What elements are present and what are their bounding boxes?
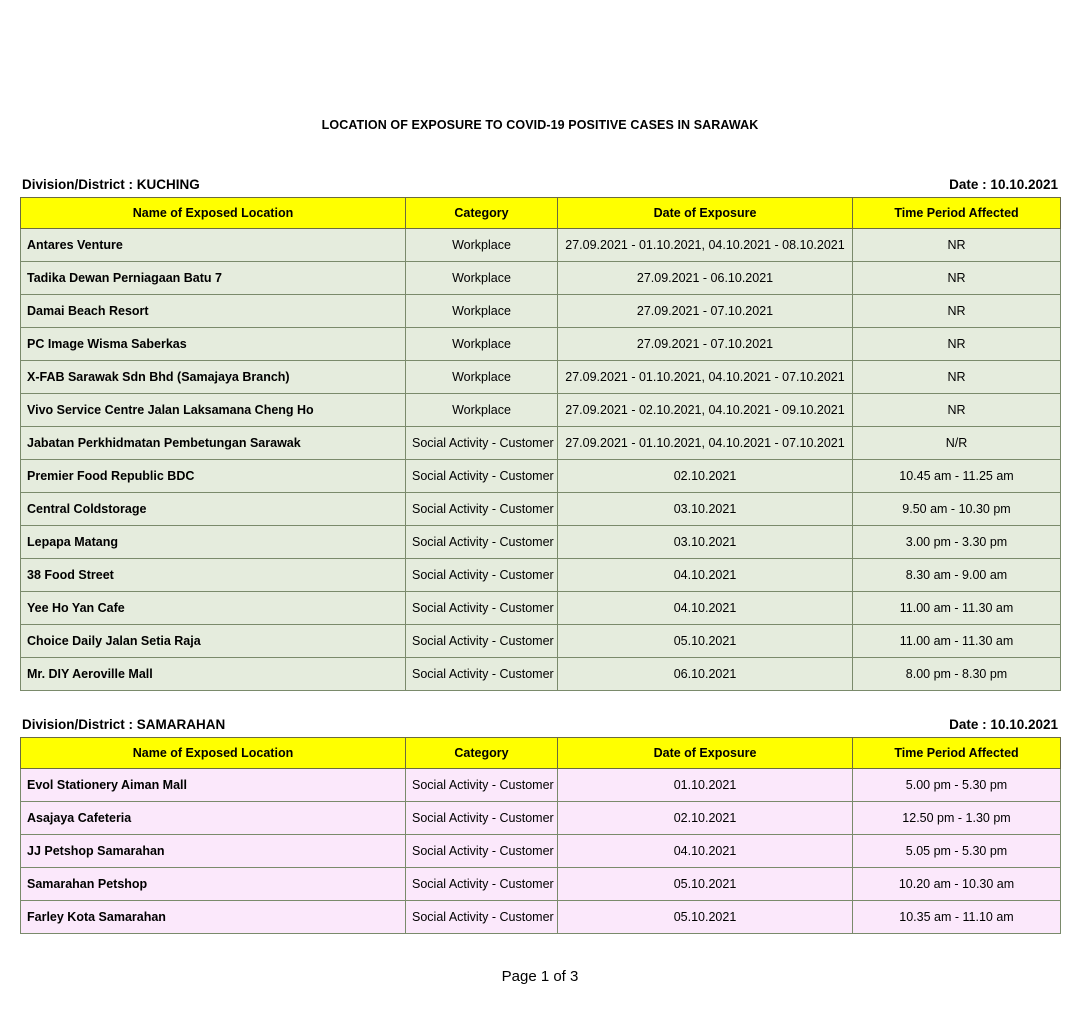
cell-category: Workplace	[406, 394, 558, 427]
cell-date: 04.10.2021	[558, 835, 853, 868]
table-row	[21, 295, 1061, 328]
cell-date: 27.09.2021 - 01.10.2021, 04.10.2021 - 07.10.2021	[558, 361, 853, 394]
cell-location: Yee Ho Yan Cafe	[21, 592, 406, 625]
table-row	[21, 658, 1061, 691]
cell-time: 5.00 pm - 5.30 pm	[853, 769, 1061, 802]
cell-category: Workplace	[406, 361, 558, 394]
cell-location: Choice Daily Jalan Setia Raja	[21, 625, 406, 658]
cell-time: 8.00 pm - 8.30 pm	[853, 658, 1061, 691]
cell-date: 03.10.2021	[558, 526, 853, 559]
table-row	[21, 526, 1061, 559]
division-label-kuching: Division/District : KUCHING	[22, 177, 200, 192]
section-header-samarahan	[20, 717, 1060, 737]
page-footer: Page 1 of 3	[501, 968, 579, 985]
exposure-table-samarahan	[20, 737, 1061, 934]
cell-location: Central Coldstorage	[21, 493, 406, 526]
cell-category: Social Activity - Customer	[406, 559, 558, 592]
cell-category: Social Activity - Customer	[406, 901, 558, 934]
cell-date: 03.10.2021	[558, 493, 853, 526]
cell-location: 38 Food Street	[21, 559, 406, 592]
cell-location: Premier Food Republic BDC	[21, 460, 406, 493]
table-row	[21, 460, 1061, 493]
cell-time: N/R	[853, 427, 1061, 460]
cell-date: 02.10.2021	[558, 460, 853, 493]
cell-date: 04.10.2021	[558, 559, 853, 592]
table-row	[21, 802, 1061, 835]
table-row	[21, 868, 1061, 901]
cell-time: NR	[853, 262, 1061, 295]
cell-time: 10.20 am - 10.30 am	[853, 868, 1061, 901]
cell-time: NR	[853, 394, 1061, 427]
section-header-kuching	[20, 177, 1060, 197]
table-header-row	[21, 198, 1061, 229]
cell-category: Social Activity - Customer	[406, 460, 558, 493]
column-header-category: Category	[406, 198, 558, 229]
cell-time: 10.35 am - 11.10 am	[853, 901, 1061, 934]
cell-category: Workplace	[406, 295, 558, 328]
cell-time: NR	[853, 229, 1061, 262]
cell-location: Jabatan Perkhidmatan Pembetungan Sarawak	[21, 427, 406, 460]
cell-date: 27.09.2021 - 07.10.2021	[558, 328, 853, 361]
cell-location: Damai Beach Resort	[21, 295, 406, 328]
table-row	[21, 361, 1061, 394]
page-title: LOCATION OF EXPOSURE TO COVID-19 POSITIVE CASES IN SARAWAK	[321, 118, 759, 132]
cell-time: 12.50 pm - 1.30 pm	[853, 802, 1061, 835]
table-row	[21, 427, 1061, 460]
cell-time: 11.00 am - 11.30 am	[853, 625, 1061, 658]
cell-location: Tadika Dewan Perniagaan Batu 7	[21, 262, 406, 295]
cell-location: X-FAB Sarawak Sdn Bhd (Samajaya Branch)	[21, 361, 406, 394]
cell-category: Social Activity - Customer	[406, 658, 558, 691]
cell-date: 27.09.2021 - 07.10.2021	[558, 295, 853, 328]
table-row	[21, 769, 1061, 802]
division-label-samarahan: Division/District : SAMARAHAN	[22, 717, 226, 732]
table-row	[21, 559, 1061, 592]
cell-time: 10.45 am - 11.25 am	[853, 460, 1061, 493]
column-header-date: Date of Exposure	[558, 198, 853, 229]
table-row	[21, 394, 1061, 427]
cell-date: 27.09.2021 - 01.10.2021, 04.10.2021 - 07.10.2021	[558, 427, 853, 460]
column-header-name: Name of Exposed Location	[21, 198, 406, 229]
table-header-row	[21, 738, 1061, 769]
cell-date: 05.10.2021	[558, 868, 853, 901]
table-row	[21, 328, 1061, 361]
table-row	[21, 835, 1061, 868]
report-date-samarahan: Date : 10.10.2021	[949, 717, 1058, 732]
column-header-name: Name of Exposed Location	[21, 738, 406, 769]
cell-location: Lepapa Matang	[21, 526, 406, 559]
table-row	[21, 592, 1061, 625]
cell-time: 11.00 am - 11.30 am	[853, 592, 1061, 625]
cell-category: Social Activity - Customer	[406, 769, 558, 802]
table-row	[21, 493, 1061, 526]
cell-location: PC Image Wisma Saberkas	[21, 328, 406, 361]
cell-time: NR	[853, 328, 1061, 361]
cell-location: Samarahan Petshop	[21, 868, 406, 901]
cell-date: 05.10.2021	[558, 625, 853, 658]
cell-category: Workplace	[406, 229, 558, 262]
section-spacer	[20, 691, 1060, 717]
cell-category: Social Activity - Customer	[406, 427, 558, 460]
table-row	[21, 625, 1061, 658]
cell-category: Social Activity - Customer	[406, 802, 558, 835]
cell-time: 3.00 pm - 3.30 pm	[853, 526, 1061, 559]
report-date-kuching: Date : 10.10.2021	[949, 177, 1058, 192]
cell-date: 05.10.2021	[558, 901, 853, 934]
cell-category: Workplace	[406, 328, 558, 361]
cell-location: Evol Stationery Aiman Mall	[21, 769, 406, 802]
cell-category: Social Activity - Customer	[406, 625, 558, 658]
table-body-kuching	[21, 229, 1061, 691]
cell-location: Farley Kota Samarahan	[21, 901, 406, 934]
table-row	[21, 229, 1061, 262]
cell-location: Antares Venture	[21, 229, 406, 262]
cell-category: Social Activity - Customer	[406, 526, 558, 559]
cell-location: JJ Petshop Samarahan	[21, 835, 406, 868]
cell-date: 01.10.2021	[558, 769, 853, 802]
column-header-time: Time Period Affected	[853, 738, 1061, 769]
title-spacer	[20, 132, 1060, 177]
cell-time: NR	[853, 295, 1061, 328]
cell-time: 5.05 pm - 5.30 pm	[853, 835, 1061, 868]
exposure-table-kuching	[20, 197, 1061, 691]
cell-category: Social Activity - Customer	[406, 868, 558, 901]
cell-date: 27.09.2021 - 01.10.2021, 04.10.2021 - 08.10.2021	[558, 229, 853, 262]
column-header-category: Category	[406, 738, 558, 769]
cell-category: Social Activity - Customer	[406, 592, 558, 625]
cell-date: 27.09.2021 - 06.10.2021	[558, 262, 853, 295]
cell-location: Vivo Service Centre Jalan Laksamana Cheng Ho	[21, 394, 406, 427]
cell-date: 06.10.2021	[558, 658, 853, 691]
cell-category: Workplace	[406, 262, 558, 295]
cell-date: 02.10.2021	[558, 802, 853, 835]
cell-time: 8.30 am - 9.00 am	[853, 559, 1061, 592]
cell-time: 9.50 am - 10.30 pm	[853, 493, 1061, 526]
table-body-samarahan	[21, 769, 1061, 934]
table-row	[21, 901, 1061, 934]
cell-location: Mr. DIY Aeroville Mall	[21, 658, 406, 691]
cell-category: Social Activity - Customer	[406, 835, 558, 868]
cell-date: 27.09.2021 - 02.10.2021, 04.10.2021 - 09.10.2021	[558, 394, 853, 427]
cell-time: NR	[853, 361, 1061, 394]
column-header-date: Date of Exposure	[558, 738, 853, 769]
table-row	[21, 262, 1061, 295]
cell-location: Asajaya Cafeteria	[21, 802, 406, 835]
cell-category: Social Activity - Customer	[406, 493, 558, 526]
column-header-time: Time Period Affected	[853, 198, 1061, 229]
cell-date: 04.10.2021	[558, 592, 853, 625]
